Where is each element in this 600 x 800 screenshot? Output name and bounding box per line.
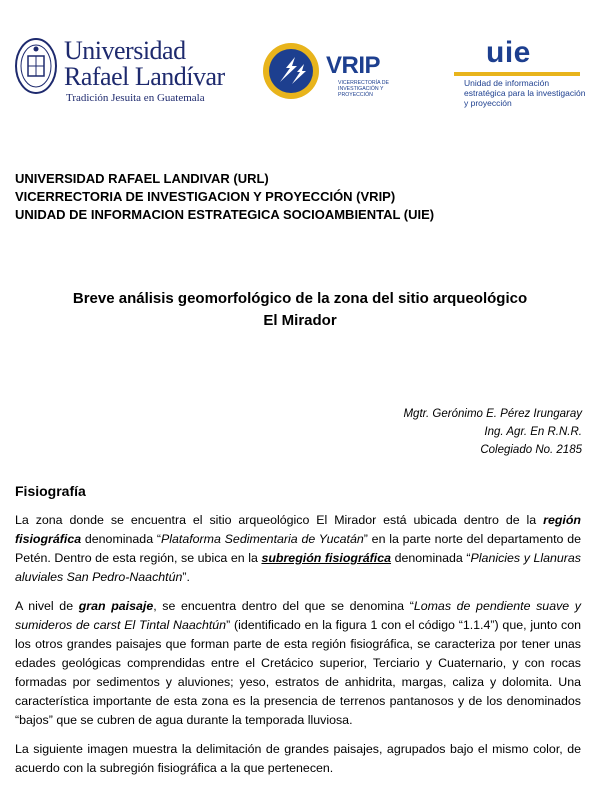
section-heading: Fisiografía: [15, 483, 86, 499]
url-crest-icon: [14, 36, 58, 96]
vrip-logo-subtitle: VICERRECTORÍA DE INVESTIGACIÓN Y PROYECCIÓN: [338, 80, 389, 98]
institution-line: UNIVERSIDAD RAFAEL LANDIVAR (URL): [15, 171, 269, 186]
author-name: Mgtr. Gerónimo E. Pérez Irungaray: [403, 408, 582, 420]
vrip-logo: [262, 40, 422, 104]
document-title: Breve análisis geomorfológico de la zona del sitio arqueológico El Mirador: [72, 290, 528, 329]
author-block: [403, 405, 582, 459]
url-logo-name: Universidad Rafael Landívar: [64, 36, 225, 91]
institution-block: [15, 170, 434, 224]
paragraph-2: A nivel de gran paisaje, se encuentra dentro del que se denomina “Lomas de pendiente suave y sumideros de carst El Tintal Naachtún” (identificado en la figura 1 con el código “1.1.4”) que, junto con los otros grandes paisajes que forman parte de esta región fisiográfica, se caracteriza por tener unas edades geológicas comprendidas entre el Cretácico superior, Terciario y Cuaternario, y con rocas formadas por sedimentos y aluviones; yeso, estratos de anhidrita, margas, caliza y dolomita. Una característica importante de esta zona es la presencia de terrenos pantanosos y de los denominados “bajos” que se cubren de agua durante la temporada lluviosa.: [15, 599, 582, 727]
uie-logo: [452, 36, 592, 108]
paragraph-3: La siguiente imagen muestra la delimitación de grandes paisajes, agrupados bajo el mismo color, de acuerdo con la subregión fisiográfica a la que pertenecen.: [15, 742, 581, 775]
uie-logo-bar: [454, 72, 580, 76]
url-logo: [14, 36, 224, 108]
vrip-logo-name: VRIP: [326, 52, 381, 79]
uie-logo-name: uie: [486, 36, 531, 69]
uie-logo-subtitle: Unidad de información estratégica para la investigación y proyección: [464, 78, 586, 108]
header-logos: [12, 30, 588, 110]
author-registration: Colegiado No. 2185: [480, 444, 582, 456]
institution-line: VICERRECTORIA DE INVESTIGACION Y PROYECCIÓN (VRIP): [15, 189, 396, 204]
institution-line: UNIDAD DE INFORMACION ESTRATEGICA SOCIOAMBIENTAL (UIE): [15, 207, 435, 222]
author-degree: Ing. Agr. En R.N.R.: [484, 426, 582, 438]
paragraph-1: La zona donde se encuentra el sitio arqueológico El Mirador está ubicada dentro de la región fisiográfica denominada “Plataforma Sedimentaria de Yucatán” en la parte norte del departamento de Petén. Dentro de esta región, se ubica en la subregión fisiográfica denominada “Planicies y Llanuras aluviales San Pedro-Naachtún”.: [15, 513, 582, 584]
vrip-emblem-icon: [262, 42, 320, 100]
body-text: [15, 511, 581, 788]
url-logo-tagline: Tradición Jesuita en Guatemala: [66, 92, 205, 104]
